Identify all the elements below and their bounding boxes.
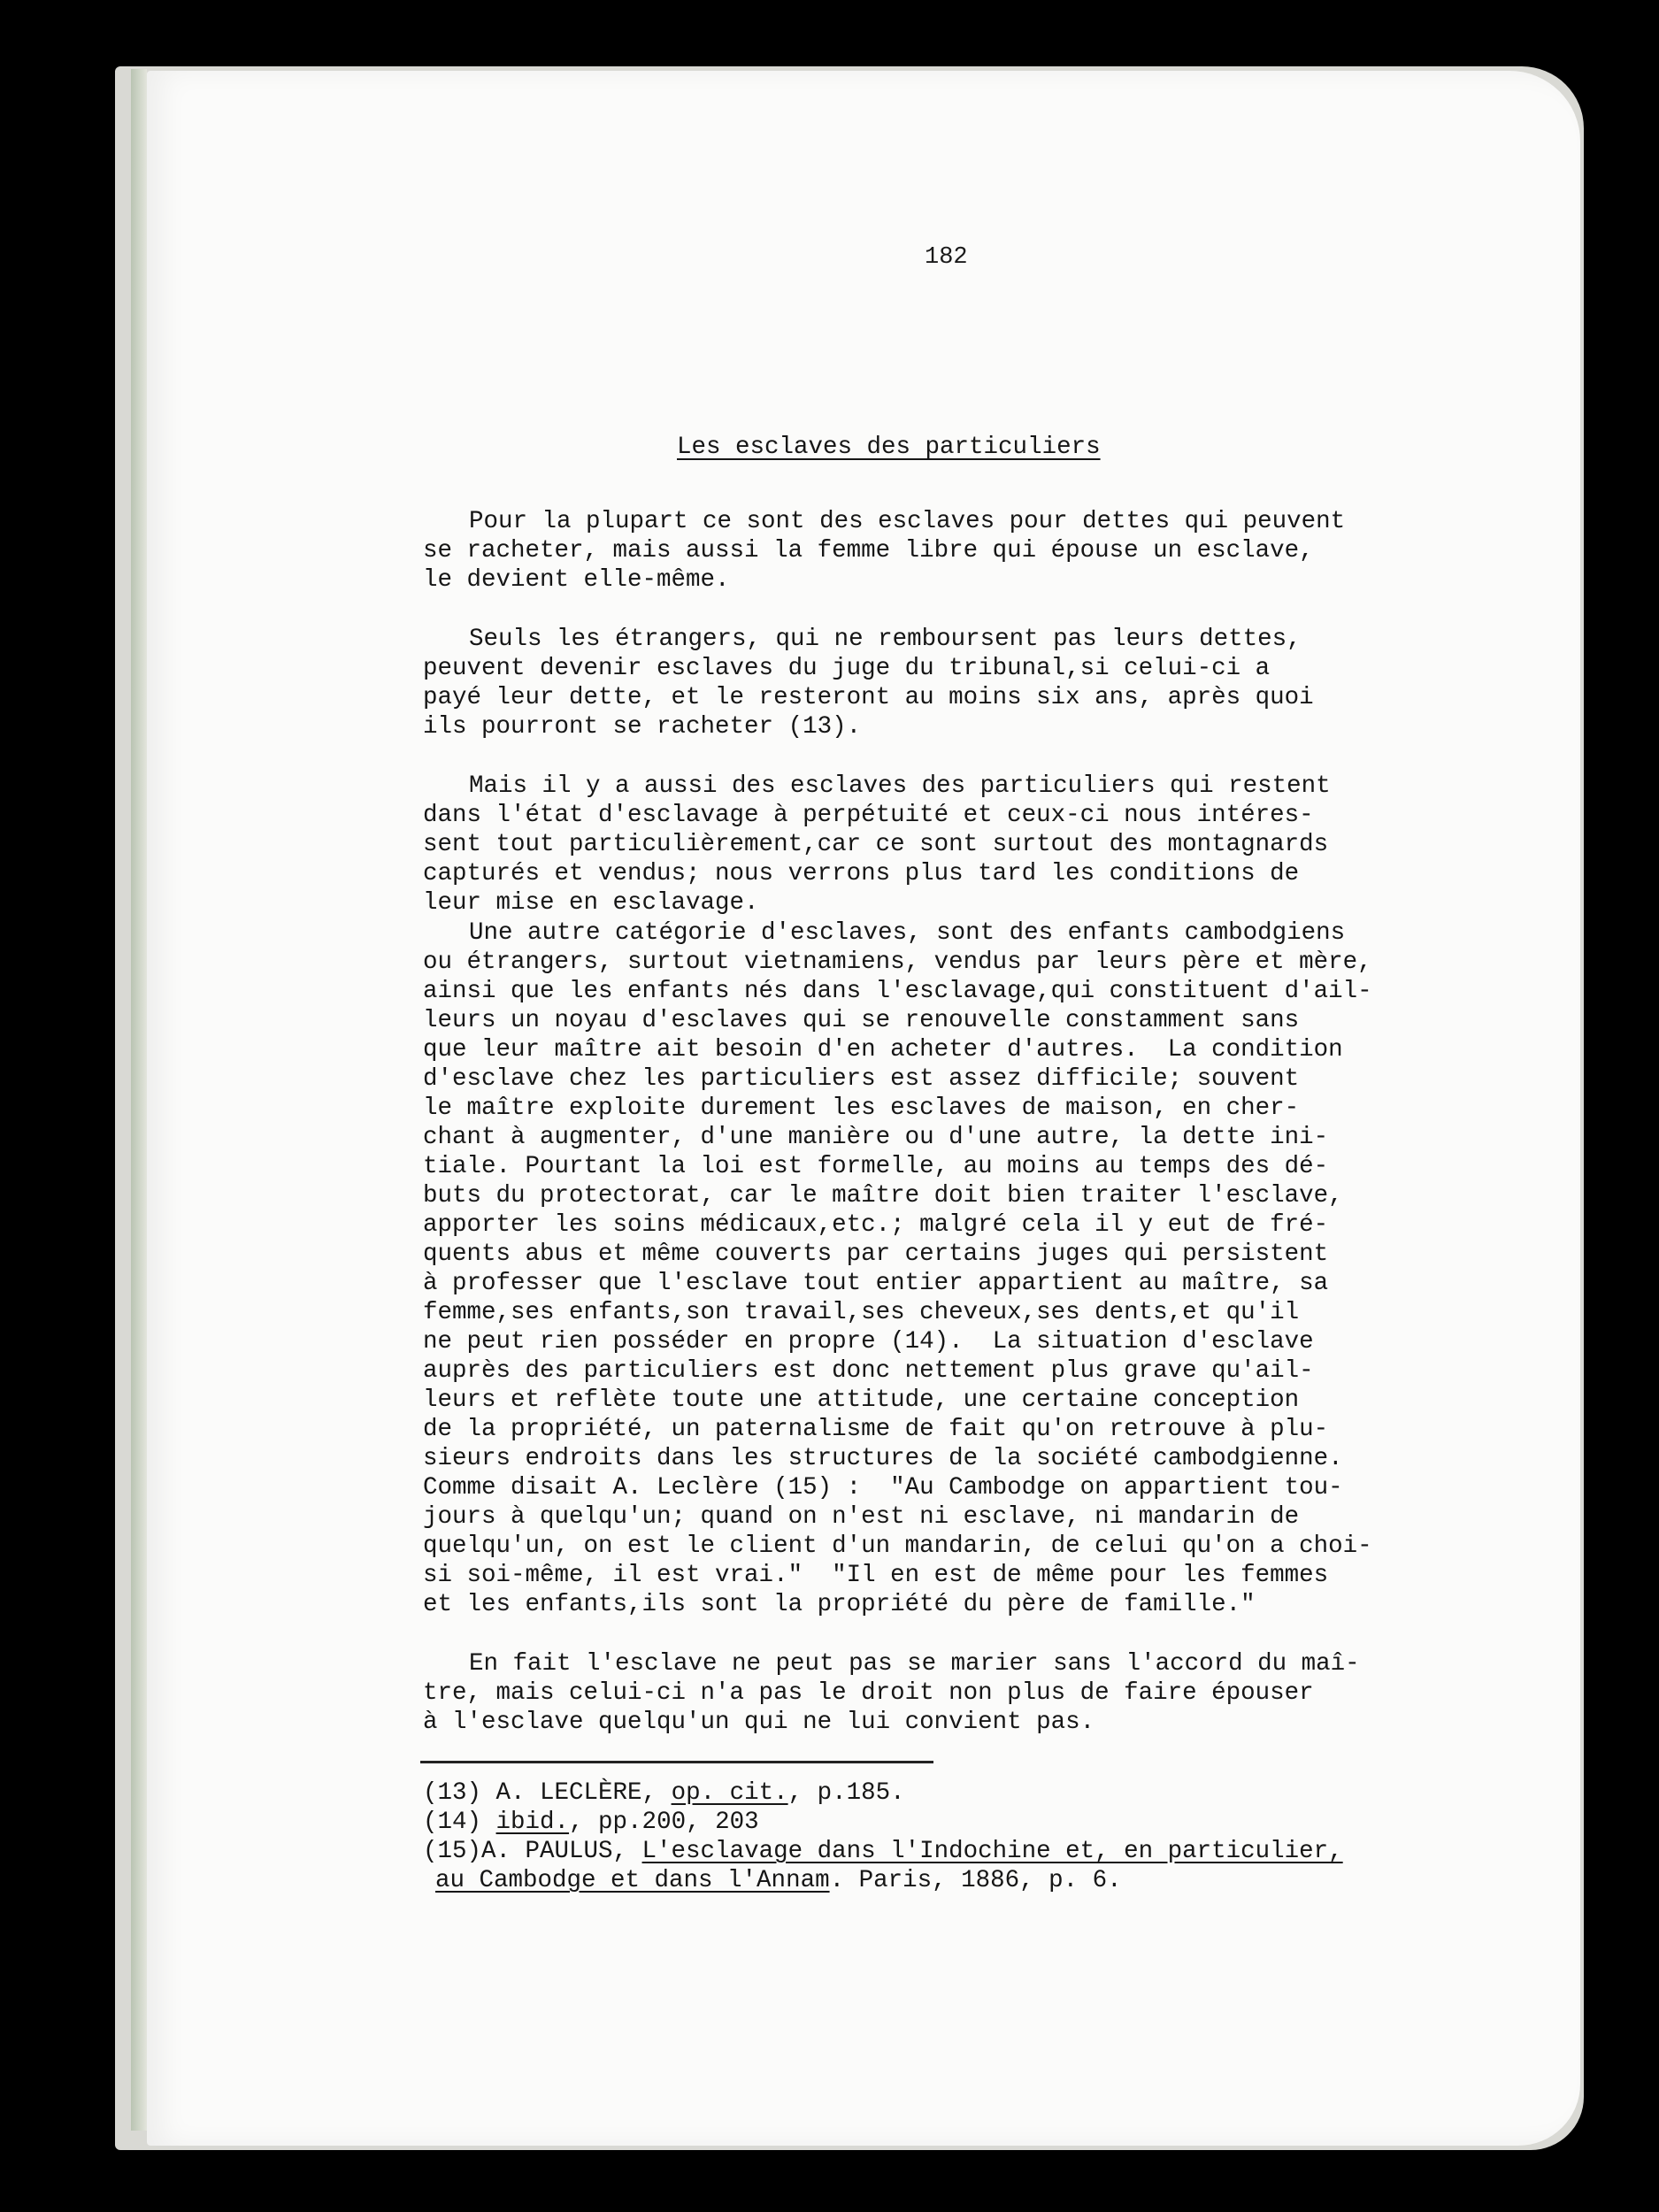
footnote-title: au Cambodge et dans l'Annam <box>435 1867 830 1894</box>
text-line: leur mise en esclavage. <box>423 889 759 917</box>
text-line: buts du protectorat, car le maître doit bien traiter l'esclave, <box>423 1182 1343 1210</box>
text-line: femme,ses enfants,son travail,ses cheveux,ses dents,et qu'il <box>423 1299 1300 1326</box>
text-line: leurs un noyau d'esclaves qui se renouvelle constamment sans <box>423 1007 1300 1034</box>
footnote-number: (14) <box>423 1809 482 1836</box>
footnote-author: A. LECLÈRE, <box>481 1779 672 1807</box>
footnote-number: (13) <box>423 1779 482 1807</box>
book-spine-edge <box>131 69 147 2131</box>
footnote-15-continued <box>435 1866 1122 1895</box>
section-heading: Les esclaves des particuliers <box>677 434 1101 461</box>
footnote-rest: , p.185. <box>787 1779 905 1807</box>
text-line: dans l'état d'esclavage à perpétuité et ceux-ci nous intéres- <box>423 802 1314 829</box>
text-line: apporter les soins médicaux,etc.; malgré cela il y eut de fré- <box>423 1211 1329 1239</box>
text-line: jours à quelqu'un; quand on n'est ni esclave, ni mandarin de <box>423 1503 1300 1531</box>
text-line: Comme disait A. Leclère (15) : "Au Cambodge on appartient tou- <box>423 1474 1343 1502</box>
text-line: à professer que l'esclave tout entier appartient au maître, sa <box>423 1270 1329 1297</box>
page-number: 182 <box>925 244 968 271</box>
text-line: chant à augmenter, d'une manière ou d'une autre, la dette ini- <box>423 1124 1329 1151</box>
text-line: quents abus et même couverts par certains juges qui persistent <box>423 1240 1329 1268</box>
text-line: ainsi que les enfants nés dans l'esclavage,qui constituent d'ail- <box>423 978 1372 1005</box>
text-line: capturés et vendus; nous verrons plus tard les conditions de <box>423 860 1300 887</box>
footnote-14 <box>423 1808 759 1837</box>
text-line: sent tout particulièrement,car ce sont surtout des montagnards <box>423 831 1329 858</box>
text-line: se racheter, mais aussi la femme libre qui épouse un esclave, <box>423 537 1314 565</box>
text-line: tiale. Pourtant la loi est formelle, au moins au temps des dé- <box>423 1153 1329 1180</box>
footnote-13 <box>423 1778 905 1808</box>
text-line: quelqu'un, on est le client d'un mandarin, de celui qu'on a choi- <box>423 1532 1372 1560</box>
footnote-reference: ibid. <box>495 1809 570 1836</box>
text-line: à l'esclave quelqu'un qui ne lui convient pas. <box>423 1709 1095 1736</box>
footnote-number: (15) <box>423 1838 482 1865</box>
footnote-author: A. PAULUS, <box>481 1838 642 1865</box>
text-line: Pour la plupart ce sont des esclaves pour dettes qui peuvent <box>469 508 1346 535</box>
text-line: payé leur dette, et le resteront au moins six ans, après quoi <box>423 684 1314 711</box>
footnote-rest: , pp.200, 203 <box>569 1809 759 1836</box>
text-line: Mais il y a aussi des esclaves des particuliers qui restent <box>469 772 1331 800</box>
footnote-separator <box>420 1761 933 1763</box>
footnote-rest: . Paris, 1886, p. 6. <box>829 1867 1122 1894</box>
text-line: et les enfants,ils sont la propriété du père de famille." <box>423 1591 1256 1618</box>
text-line: que leur maître ait besoin d'en acheter d'autres. La condition <box>423 1036 1343 1064</box>
footnote-title: L'esclavage dans l'Indochine et, en particulier, <box>641 1838 1343 1865</box>
text-line: Une autre catégorie d'esclaves, sont des enfants cambodgiens <box>469 919 1346 947</box>
text-line: En fait l'esclave ne peut pas se marier sans l'accord du maî- <box>469 1650 1360 1678</box>
text-line: ne peut rien posséder en propre (14). La situation d'esclave <box>423 1328 1314 1356</box>
text-line: ils pourront se racheter (13). <box>423 713 862 741</box>
footnote-15 <box>423 1837 1343 1866</box>
text-line: tre, mais celui-ci n'a pas le droit non plus de faire épouser <box>423 1679 1314 1707</box>
text-line: le maître exploite durement les esclaves de maison, en cher- <box>423 1094 1300 1122</box>
text-line: peuvent devenir esclaves du juge du tribunal,si celui-ci a <box>423 655 1271 682</box>
text-line: si soi-même, il est vrai." "Il en est de même pour les femmes <box>423 1562 1329 1589</box>
text-line: le devient elle-même. <box>423 566 730 594</box>
text-line: Seuls les étrangers, qui ne remboursent pas leurs dettes, <box>469 626 1302 653</box>
footnote-reference: op. cit. <box>671 1779 788 1807</box>
text-line: sieurs endroits dans les structures de la société cambodgienne. <box>423 1445 1343 1472</box>
text-line: d'esclave chez les particuliers est assez difficile; souvent <box>423 1065 1300 1093</box>
text-line: ou étrangers, surtout vietnamiens, vendus par leurs père et mère, <box>423 949 1372 976</box>
text-line: auprès des particuliers est donc nettement plus grave qu'ail- <box>423 1357 1314 1385</box>
text-line: de la propriété, un paternalisme de fait qu'on retrouve à plu- <box>423 1416 1329 1443</box>
text-line: leurs et reflète toute une attitude, une certaine conception <box>423 1386 1300 1414</box>
